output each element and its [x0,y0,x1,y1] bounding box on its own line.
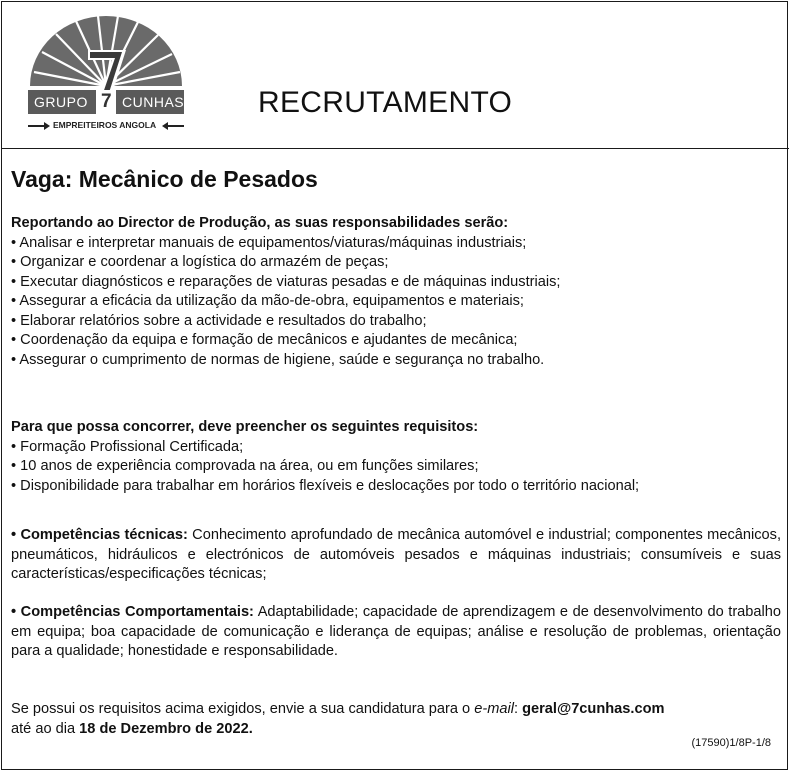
list-item: • Analisar e interpretar manuais de equipamentos/viaturas/máquinas industriais; [11,234,527,251]
technical-skills-text: Conhecimento aprofundado de mecânica automóvel e industrial; componentes mecânicos, pneumáticos, hidráulicos e electrónicos de automóveis pesados e máquinas industriais; consumíveis e suas características/especificações técnicas; [11,527,781,582]
logo-numeral: 7 [101,91,112,112]
job-title: Vaga: Mecânico de Pesados [11,166,318,192]
list-item: • Disponibilidade para trabalhar em horários flexíveis e deslocações por todo o território nacional; [11,477,640,494]
list-item: • Executar diagnósticos e reparações de viaturas pesadas e de máquinas industriais; [11,273,561,290]
behavioural-skills-text: Adaptabilidade; capacidade de aprendizagem e de desenvolvimento do trabalho em equipa; boa capacidade de comunicação e liderança de equipas; análise e resolução de problemas, orientação para a qualidade; honestidade e responsabilidade. [11,604,782,659]
requirements-section [11,418,781,496]
logo-brand-left: GRUPO [34,94,88,110]
responsibilities-intro: Reportando ao Director de Produção, as suas responsabilidades serão: [11,215,509,231]
application-section: Se possui os requisitos acima exigidos, envie a sua candidatura para o e-mail: geral@7cunhas.com até ao dia 18 de Dezembro de 2022. [11,701,665,737]
list-item: • Assegurar a eficácia da utilização da mão-de-obra, equipamentos e materiais; [11,293,524,309]
list-item: • Elaborar relatórios sobre a actividade e resultados do trabalho; [11,312,427,329]
deadline-prefix: até ao dia [11,720,76,737]
list-item: • Coordenação da equipa e formação de mecânicos e ajudantes de mecânica; [11,332,518,348]
logo-tagline: EMPREITEIROS ANGOLA [53,120,157,130]
logo-brand-right: CUNHAS [122,94,185,110]
behavioural-skills-label: • Competências Comportamentais: [11,604,254,620]
deadline-suffix: . [248,720,253,737]
technical-skills-label: • Competências técnicas: [11,527,188,543]
technical-skills [11,526,781,585]
responsibilities-section [11,214,781,370]
list-item: • Organizar e coordenar a logística do armazém de peças; [11,254,389,270]
application-text: Se possui os requisitos acima exigidos, envie a sua candidatura para o [11,701,471,717]
deadline-date: 18 de Dezembro de 2022 [79,720,249,737]
email-label: e-mail [474,701,514,717]
requirements-intro: Para que possa concorrer, deve preencher os seguintes requisitos: [11,419,479,435]
company-logo [22,14,190,136]
list-item: • Assegurar o cumprimento de normas de higiene, saúde e segurança no trabalho. [11,351,545,368]
logo-sunburst-icon [22,14,190,136]
list-item: • Formação Profissional Certificada; [11,438,244,455]
reference-code: (17590)1/8P-1/8 [691,737,771,749]
header-divider [2,148,789,149]
email-link[interactable]: geral@7cunhas.com [522,701,665,717]
page-title: RECRUTAMENTO [258,86,513,119]
list-item: • 10 anos de experiência comprovada na área, ou em funções similares; [11,458,479,474]
behavioural-skills [11,603,781,662]
